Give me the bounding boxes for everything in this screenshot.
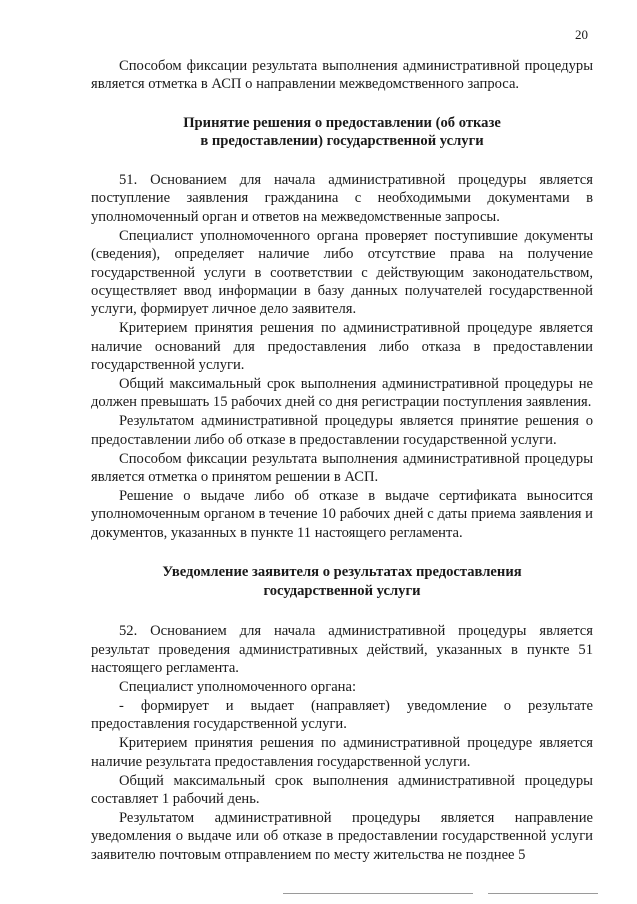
paragraph: Результатом административной процедуры является направление уведомления о выдаче или об отказе в предоставлении государственной услуги заявителю почтовым отправлением по месту жительства не позднее 5 — [91, 809, 593, 863]
scan-edge-line — [283, 893, 473, 894]
paragraph: Результатом административной процедуры является принятие решения о предоставлении либо об отказе в предоставлении государственной услуги. — [91, 413, 593, 448]
paragraph: 52. Основанием для начала административной процедуры является результат проведения административных действий, указанных в пункте 51 настоящего регламента. — [91, 623, 593, 677]
paragraph: Общий максимальный срок выполнения административной процедуры составляет 1 рабочий день. — [91, 772, 593, 807]
paragraph: Специалист уполномоченного органа проверяет поступившие документы (сведения), определяет наличие либо отсутствие права на получение государственной услуги в соответствии с действующим законодательством, осуществляет ввод информации в базу данных получателей государственной услуги, формирует личное дело заявителя. — [91, 227, 593, 318]
paragraph: Способом фиксации результата выполнения административной процедуры является отметка о принятом решении в АСП. — [91, 450, 593, 485]
paragraph: Решение о выдаче либо об отказе в выдаче сертификата выносится уполномоченным органом в течение 10 рабочих дней с даты приема заявления и документов, указанных в пункте 11 настоящего регламента. — [91, 487, 593, 541]
document-body — [91, 57, 593, 865]
page-number: 20 — [575, 27, 588, 42]
heading-line: государственной услуги — [263, 582, 421, 599]
heading-line: Уведомление заявителя о результатах предоставления — [162, 564, 522, 581]
paragraph: Критерием принятия решения по административной процедуре является наличие результата предоставления государственной услуги. — [91, 735, 593, 770]
section-heading — [91, 114, 593, 151]
paragraph: Критерием принятия решения по административной процедуре является наличие оснований для предоставления либо отказа в предоставлении государственной услуги. — [91, 320, 593, 374]
paragraph: Специалист уполномоченного органа: — [119, 679, 357, 696]
paragraph: 51. Основанием для начала административной процедуры является поступление заявления гражданина с необходимыми документами в уполномоченный орган и ответов на межведомственные запросы. — [91, 172, 593, 225]
section-heading — [91, 563, 593, 600]
paragraph: - формирует и выдает (направляет) уведомление о результате предоставления государственной услуги. — [91, 697, 593, 733]
scan-edge-line — [488, 893, 598, 894]
heading-line: в предоставлении) государственной услуги — [200, 133, 484, 150]
paragraph: Общий максимальный срок выполнения административной процедуры не должен превышать 15 рабочих дней со дня регистрации поступления заявления. — [91, 375, 593, 411]
heading-line: Принятие решения о предоставлении (об отказе — [183, 114, 501, 131]
paragraph: Способом фиксации результата выполнения административной процедуры является отметка в АСП о направлении межведомственного запроса. — [91, 58, 593, 93]
